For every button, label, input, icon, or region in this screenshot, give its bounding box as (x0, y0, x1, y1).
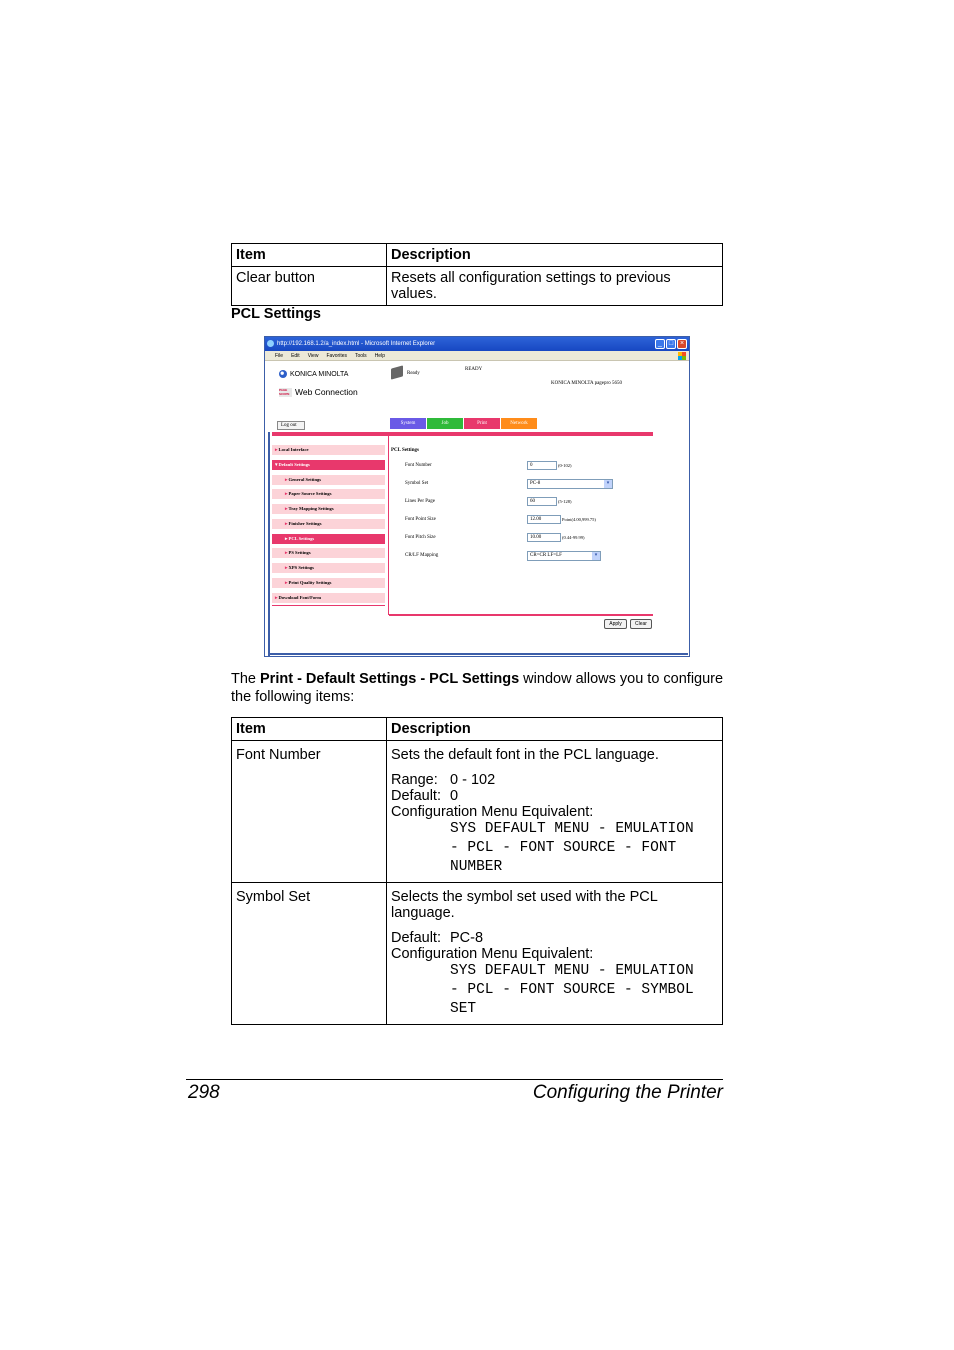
arrow-right-icon: ► (284, 550, 289, 556)
apply-button[interactable]: Apply (604, 619, 627, 629)
window-titlebar (265, 337, 689, 351)
sidebar-item-pcl-settings[interactable] (272, 534, 385, 544)
arrow-right-icon: ► (274, 594, 279, 600)
logout-button[interactable]: Log out (277, 421, 305, 430)
maximize-icon[interactable]: □ (666, 339, 676, 349)
font-number-input[interactable]: 0 (527, 461, 557, 470)
sidebar-item-label: PCL Settings (288, 535, 315, 541)
font-point-size-label: Font Point Size (405, 517, 436, 522)
tab-job[interactable]: Job (427, 418, 463, 429)
menu-view[interactable]: View (307, 353, 319, 359)
minimize-icon[interactable]: _ (655, 339, 665, 349)
product-name: Web Connection (295, 387, 358, 397)
sidebar-item-xps-settings[interactable] (272, 563, 385, 573)
header-item: Item (232, 244, 387, 267)
header-description: Description (387, 244, 723, 267)
arrow-right-icon: ► (284, 520, 289, 526)
chevron-down-icon: ▾ (604, 480, 612, 488)
header-description: Description (387, 718, 723, 741)
form-bottom-line (389, 614, 653, 616)
frame-left-border (268, 432, 270, 656)
cell-item: Font Number (232, 741, 387, 883)
arrow-right-icon: ► (284, 491, 289, 497)
font-pitch-size-input[interactable]: 10.00 (527, 533, 561, 542)
cell-description: Resets all configuration settings to previous values. (387, 267, 723, 306)
cell-item: Clear button (232, 267, 387, 306)
sidebar-item-label: Finisher Settings (288, 520, 322, 526)
menu-path-line: SYS DEFAULT MENU - EMULATION (450, 821, 694, 837)
window-title: http://192.168.1.2/a_index.html - Microsoft Internet Explorer (277, 341, 436, 347)
font-number-range: (0-102) (558, 463, 572, 468)
brand-logo (279, 370, 348, 378)
arrow-right-icon: ► (284, 579, 289, 585)
default-label: Default: (391, 788, 441, 804)
crlf-mapping-select[interactable] (527, 551, 601, 561)
lines-per-page-label: Lines Per Page (405, 499, 435, 504)
menu-file[interactable]: File (275, 353, 284, 359)
sidebar-item-download-font-form[interactable] (272, 593, 385, 603)
symbol-set-value: PC-8 (530, 481, 541, 486)
arrow-right-icon: ► (274, 447, 279, 452)
menu-path-line: SET (450, 1001, 477, 1017)
menu-path-line: SYS DEFAULT MENU - EMULATION (450, 963, 694, 979)
crlf-mapping-label: CR/LF Mapping (405, 553, 439, 558)
web-connection-page (265, 362, 689, 656)
sidebar-item-label: Tray Mapping Settings (288, 506, 334, 511)
range-line (391, 772, 718, 788)
ie-icon (267, 340, 274, 347)
font-point-size-range: Point(4.00,999.75) (562, 517, 596, 522)
range-label: Range: (391, 772, 438, 788)
menu-path-line: - PCL - FONT SOURCE - SYMBOL (450, 982, 694, 998)
sidebar-item-label: General Settings (288, 476, 322, 482)
intro-text: The (231, 671, 261, 687)
sidebar-item-label: PS Settings (288, 550, 311, 556)
sidebar-divider (388, 436, 389, 615)
font-number-label: Font Number (405, 463, 432, 468)
sidebar-item-label: Download Font/Form (278, 594, 322, 600)
cell-description (387, 741, 723, 883)
sidebar-item-ps-settings[interactable] (272, 548, 385, 558)
sidebar-item-label: Paper Source Settings (288, 491, 332, 497)
footer-rule (186, 1079, 723, 1080)
font-point-size-input[interactable]: 12.00 (527, 515, 561, 524)
range-value: 0 - 102 (450, 772, 496, 788)
crlf-mapping-value: CR=CR LF=LF (530, 553, 562, 558)
brand-name: KONICA MINOLTA (290, 370, 349, 378)
menu-bar (265, 351, 689, 361)
arrow-right-icon: ► (284, 476, 289, 482)
menu-path (391, 820, 718, 877)
menu-tools[interactable]: Tools (355, 353, 367, 359)
symbol-set-select[interactable] (527, 479, 613, 489)
sidebar-nav (272, 445, 385, 607)
default-value: 0 (450, 788, 459, 804)
printer-status: READY (465, 367, 483, 372)
table-row (232, 267, 723, 306)
sidebar-bottom-line (272, 605, 385, 606)
font-pitch-size-label: Font Pitch Size (405, 535, 436, 540)
default-label: Default: (391, 930, 441, 946)
menu-favorites[interactable]: Favorites (326, 353, 347, 359)
clear-button[interactable]: Clear (630, 619, 652, 629)
lines-per-page-range: (5-128) (558, 499, 572, 504)
ready-label: Ready (407, 371, 420, 376)
sidebar-item-paper-source-settings[interactable] (272, 489, 385, 499)
arrow-right-icon: ► (284, 535, 289, 541)
default-line (391, 788, 718, 804)
printer-model: KONICA MINOLTA pagepro 5650 (551, 381, 622, 386)
sidebar-item-label: Default Settings (278, 461, 310, 467)
table-row (232, 883, 723, 1025)
menu-equivalent-label: Configuration Menu Equivalent: (391, 946, 594, 962)
intro-bold-path: Print - Default Settings - PCL Settings (260, 671, 520, 687)
menu-path-line: - PCL - FONT SOURCE - FONT (450, 840, 677, 856)
default-line (391, 930, 718, 946)
section-heading: PCL Settings (231, 306, 321, 322)
menu-path-line: NUMBER (450, 859, 503, 875)
item-description-table-1 (231, 243, 723, 306)
cell-item: Symbol Set (232, 883, 387, 1025)
tab-print[interactable]: Print (464, 418, 500, 429)
pagescope-logo-icon: PAGE SCOPE (279, 388, 292, 397)
sidebar-item-label: Print Quality Settings (288, 579, 332, 585)
sidebar-item-general-settings[interactable] (272, 475, 385, 485)
cell-description (387, 883, 723, 1025)
sidebar-item-local-interface[interactable] (272, 445, 385, 455)
product-logo (279, 387, 358, 397)
header-item: Item (232, 718, 387, 741)
main-tabs (390, 418, 537, 429)
arrow-right-icon: ► (284, 565, 289, 570)
menu-edit[interactable]: Edit (291, 353, 300, 359)
intro-paragraph (231, 670, 726, 706)
printer-icon (391, 365, 403, 379)
tab-system[interactable]: System (390, 418, 426, 429)
chevron-down-icon: ▾ (592, 552, 600, 560)
arrow-down-icon: ▼ (274, 461, 279, 467)
sidebar-item-default-settings[interactable] (272, 460, 385, 470)
sidebar-item-print-quality-settings[interactable] (272, 578, 385, 588)
frame-bottom-border (268, 653, 688, 655)
description-text: Selects the symbol set used with the PCL language. (391, 889, 658, 921)
default-value: PC-8 (450, 930, 484, 946)
lines-per-page-input[interactable]: 60 (527, 497, 557, 506)
sidebar-item-finisher-settings[interactable] (272, 519, 385, 529)
tab-network[interactable]: Network (501, 418, 537, 429)
menu-help[interactable]: Help (374, 353, 385, 359)
windows-flag-icon (678, 352, 686, 360)
font-pitch-size-range: (0.44-99.99) (562, 535, 585, 540)
sidebar-item-label: Local Interface (278, 447, 309, 452)
item-description-table-2 (231, 717, 723, 1025)
chapter-title: Configuring the Printer (532, 1082, 723, 1103)
browser-screenshot (264, 336, 690, 657)
menu-path (391, 962, 718, 1019)
window-controls (655, 339, 687, 349)
form-title: PCL Settings (391, 448, 419, 453)
konica-minolta-logo-icon (279, 370, 287, 378)
table-row (232, 741, 723, 883)
page-number: 298 (188, 1082, 220, 1103)
intro-text: window allows you to configure the following items: (231, 671, 724, 705)
arrow-right-icon: ► (284, 506, 289, 511)
description-text: Sets the default font in the PCL language. (391, 747, 659, 763)
close-icon[interactable]: × (677, 339, 687, 349)
symbol-set-label: Symbol Set (405, 481, 429, 486)
menu-equivalent-label: Configuration Menu Equivalent: (391, 804, 594, 820)
sidebar-item-tray-mapping-settings[interactable] (272, 504, 385, 514)
tab-underline (272, 432, 653, 436)
sidebar-item-label: XPS Settings (288, 565, 314, 570)
